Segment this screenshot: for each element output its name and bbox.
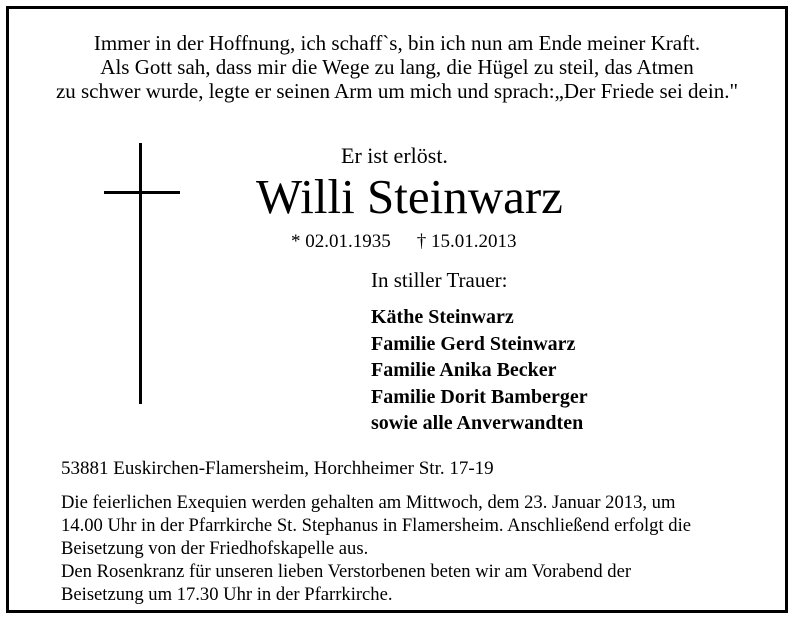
mourners-list <box>371 304 588 437</box>
cross-vertical-bar <box>139 143 142 404</box>
poem-line: zu schwer wurde, legte er seinen Arm um mich und sprach:„Der Friede sei dein." <box>55 79 739 103</box>
birth-date: * 02.01.1935 <box>291 231 391 252</box>
poem-line: Als Gott sah, dass mir die Wege zu lang, die Hügel zu steil, das Atmen <box>100 55 694 79</box>
mourner: sowie alle Anverwandten <box>371 412 584 434</box>
mourner: Familie Gerd Steinwarz <box>371 332 576 355</box>
death-date: † 15.01.2013 <box>416 231 517 252</box>
mourner: Käthe Steinwarz <box>371 306 514 328</box>
funeral-line: Die feierlichen Exequien werden gehalten am Mittwoch, dem 23. Januar 2013, um <box>61 492 676 513</box>
deceased-name: Willi Steinwarz <box>256 169 563 224</box>
mourning-intro: In stiller Trauer: <box>371 268 508 292</box>
funeral-info <box>61 491 691 560</box>
cross-horizontal-bar <box>104 191 180 194</box>
address: 53881 Euskirchen-Flamersheim, Horchheimer Str. 17-19 <box>61 458 494 479</box>
funeral-line: Beisetzung von der Friedhofskapelle aus. <box>61 538 369 559</box>
released-text: Er ist erlöst. <box>341 143 448 168</box>
life-dates <box>291 231 517 253</box>
funeral-line: 14.00 Uhr in der Pfarrkirche St. Stephanus in Flamersheim. Anschließend erfolgt die <box>61 515 691 536</box>
poem <box>9 31 785 103</box>
poem-line: Immer in der Hoffnung, ich schaff`s, bin ich nun am Ende meiner Kraft. <box>93 31 701 55</box>
rosary-line: Den Rosenkranz für unseren lieben Verstorbenen beten wir am Vorabend der <box>61 561 632 582</box>
obituary-notice <box>6 6 788 613</box>
mourner: Familie Dorit Bamberger <box>371 385 588 408</box>
mourner: Familie Anika Becker <box>371 359 557 381</box>
rosary-line: Beisetzung um 17.30 Uhr in der Pfarrkirche. <box>61 584 393 605</box>
rosary-info <box>61 560 631 606</box>
